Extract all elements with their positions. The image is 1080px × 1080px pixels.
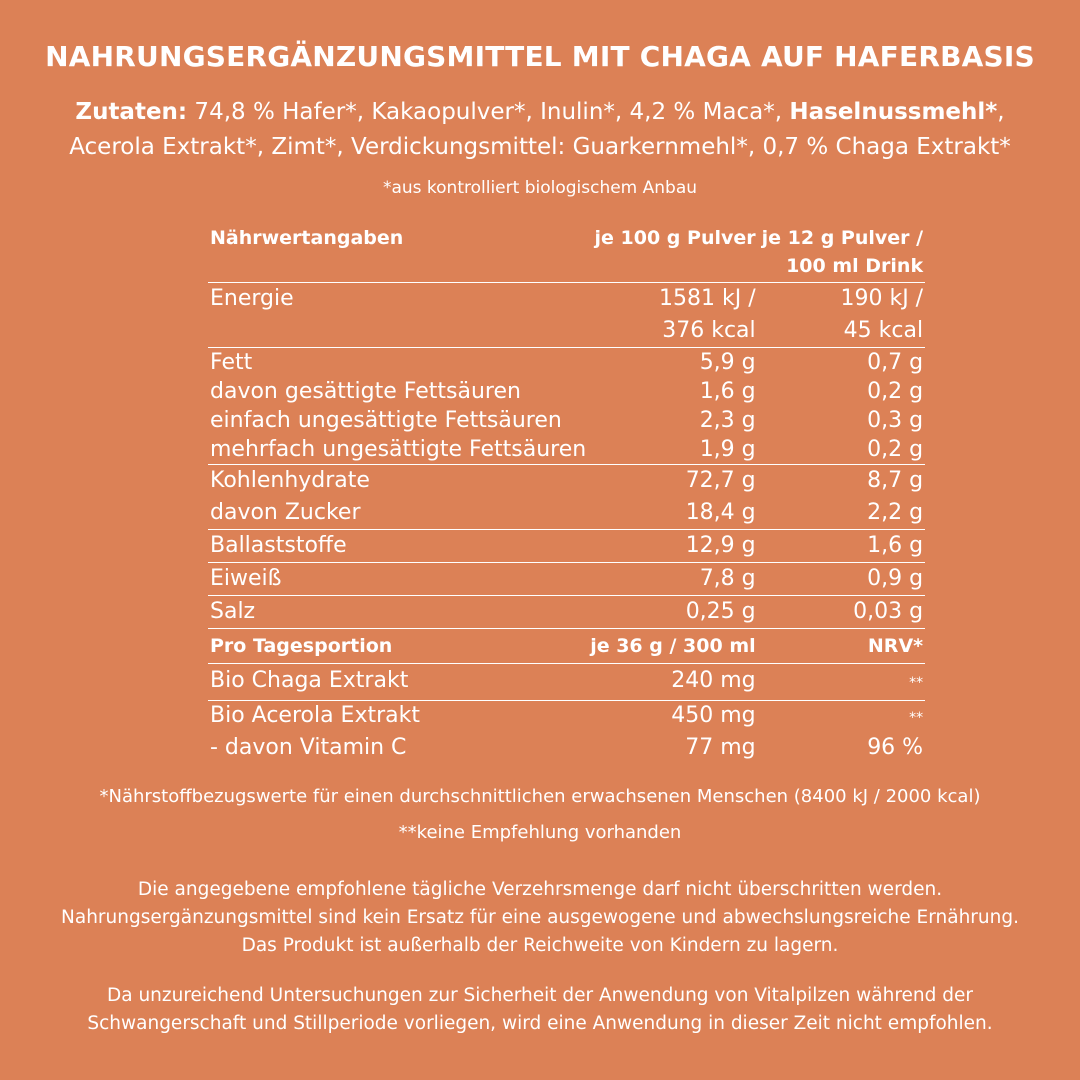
daily-portion-label: Pro Tagesportion [208,629,588,664]
row-label: mehrfach ungesättigte Fettsäuren [210,437,587,462]
header-col2 [760,224,925,283]
vitc-nrv: 96 % [867,735,924,760]
header-label: Nährwertangaben [210,227,404,249]
energy-col1-kj: 1581 kJ / [588,283,759,316]
table-row [208,377,925,406]
protein-label: Eiweiß [208,563,588,596]
acerola-nrv [760,701,925,734]
salt-label: Salz [208,596,588,629]
vitc-value: 77 mg [685,735,756,760]
table-row-energy-kcal [208,315,925,348]
row-value-12g: 0,2 g [867,379,924,404]
acerola-label: Bio Acerola Extrakt [208,701,588,734]
salt-value-100g: 0,25 g [588,596,759,629]
bio-note: *aus kontrolliert biologischem Anbau [382,178,698,198]
table-row [208,435,925,465]
warning-pregnancy: Da unzureichend Untersuchungen zur Sicherheit der Anwendung von Vitalpilzen während der Schwangerschaft und Stillperiode vorliegen, wird eine Anwendung in dieser Zeit nicht empfohlen. [87,985,993,1034]
warnings [60,876,1020,1060]
chaga-label: Bio Chaga Extrakt [208,664,588,701]
row-value-100g: 1,6 g [699,379,756,404]
warning-dosage: Die angegebene empfohlene tägliche Verzehrsmenge darf nicht überschritten werden. Nahrungsergänzungsmittel sind kein Ersatz für eine ausgewogene und abwechslungsreiche Ernährung. Das Produkt ist außerhalb der Reichweite von Kindern zu lagern. [61,879,1019,956]
ingredients-part1: 74,8 % Hafer*, Kakaopulver*, Inulin*, 4,2 % Maca*, [187,99,790,125]
ingredients-part2: , [997,99,1005,125]
protein-value-100g: 7,8 g [588,563,759,596]
table-row [208,406,925,435]
table-row [208,348,925,378]
header-col2-line2: 100 ml Drink [786,255,924,277]
table-row-acerola [208,701,925,734]
protein-value-12g: 0,9 g [760,563,925,596]
row-label: davon Zucker [210,500,361,525]
nrv-header: NRV* [760,629,925,664]
table-row-energy-kj [208,283,925,316]
row-value-100g: 18,4 g [685,500,756,525]
table-row-vitamin-c [208,733,925,762]
row-value-12g: 2,2 g [867,500,924,525]
row-label: Fett [208,348,588,378]
row-value-12g: 8,7 g [760,465,925,498]
row-value-12g: 0,3 g [867,408,924,433]
energy-col2-kj: 190 kJ / [760,283,925,316]
row-label: davon gesättigte Fettsäuren [210,379,521,404]
daily-portion-header [208,629,925,664]
header-col1-text: je 100 g Pulver [594,227,756,249]
row-value-100g: 2,3 g [699,408,756,433]
salt-value-12g: 0,03 g [760,596,925,629]
row-value-12g: 0,7 g [760,348,925,378]
table-row-chaga [208,664,925,701]
page-title: NAHRUNGSERGÄNZUNGSMITTEL MIT CHAGA AUF HAFERBASIS [45,40,1035,73]
chaga-nrv-text: ** [909,675,924,691]
ingredients-line2: Acerola Extrakt*, Zimt*, Verdickungsmittel: Guarkernmehl*, 0,7 % Chaga Extrakt* [69,134,1011,160]
table-row-protein [208,563,925,596]
row-value-12g: 0,2 g [867,437,924,462]
header-col1 [588,224,759,283]
acerola-nrv-text: ** [909,710,924,726]
ingredients-label: Zutaten: [75,99,188,125]
table-row [208,465,925,498]
energy-empty [208,315,588,348]
vitc-label: - davon Vitamin C [210,735,407,760]
chaga-value: 240 mg [588,664,759,701]
nrv-footnote: *Nährstoffbezugswerte für einen durchschnittlichen erwachsenen Menschen (8400 kJ / 2000 kcal) [99,786,981,807]
nutrition-table [208,224,925,762]
table-row [208,497,925,530]
energy-col1-kcal: 376 kcal [662,318,756,343]
table-row-salt [208,596,925,629]
ingredients-text [30,95,1050,165]
ingredients-bold-item: Haselnussmehl* [789,99,998,125]
table-row-fiber [208,530,925,563]
chaga-nrv [760,664,925,701]
row-value-100g: 72,7 g [588,465,759,498]
acerola-value: 450 mg [588,701,759,734]
fiber-value-100g: 12,9 g [588,530,759,563]
row-label: einfach ungesättigte Fettsäuren [210,408,562,433]
fiber-value-12g: 1,6 g [760,530,925,563]
daily-portion-amount: je 36 g / 300 ml [588,629,759,664]
row-value-100g: 1,9 g [699,437,756,462]
fiber-label: Ballaststoffe [208,530,588,563]
row-value-100g: 5,9 g [588,348,759,378]
no-recommendation-footnote: **keine Empfehlung vorhanden [398,822,682,843]
energy-label: Energie [208,283,588,316]
energy-col2-kcal: 45 kcal [843,318,924,343]
row-label: Kohlenhydrate [208,465,588,498]
header-col2-line1: je 12 g Pulver / [761,227,924,249]
table-header-row [208,224,925,283]
